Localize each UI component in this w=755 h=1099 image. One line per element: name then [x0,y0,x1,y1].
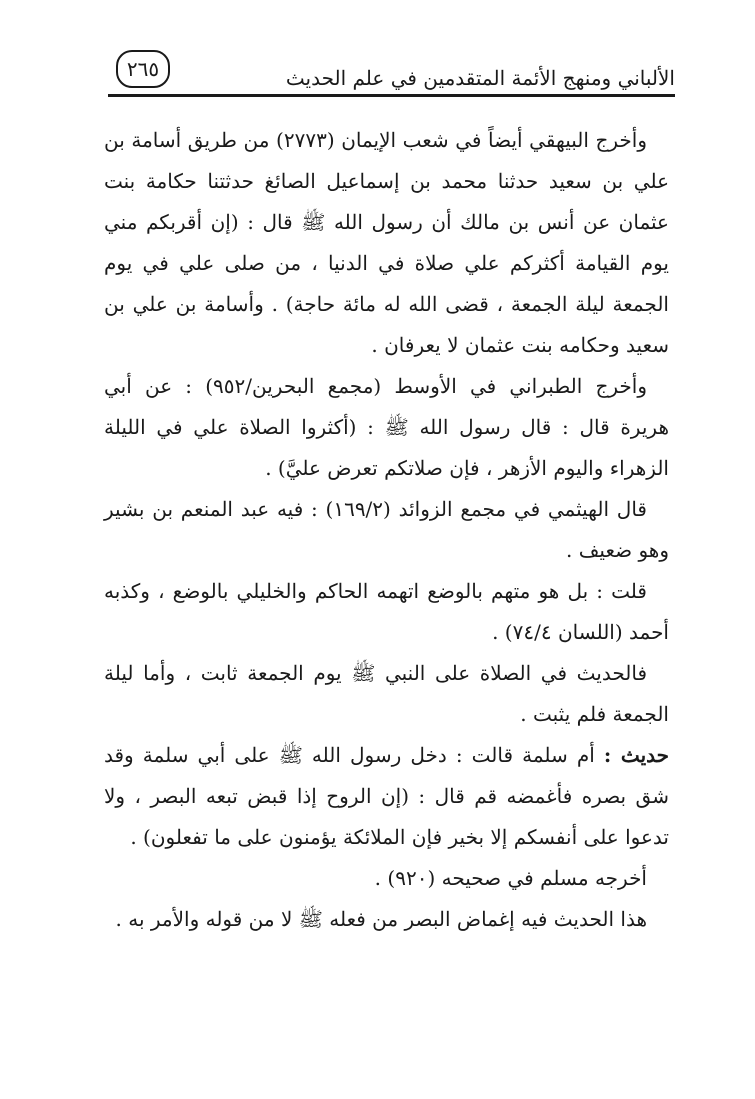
paragraph-commentary [104,899,669,940]
running-title: الألباني ومنهج الأئمة المتقدمين في علم الحديث [285,66,675,90]
paragraph-text: وأخرج الطبراني في الأوسط (مجمع البحرين/٩٥٢) : عن أبي هريرة قال : قال رسول الله ﷺ : (أكثروا الصلاة علي في الليلة الزهراء واليوم الأزهر ، فإن صلاتكم تعرض عليَّ) . [104,374,669,480]
paragraph-conclusion [104,653,669,735]
page-content [104,120,669,940]
paragraph-text: أخرجه مسلم في صحيحه (٩٢٠) . [374,866,647,890]
paragraph-haythami [104,489,669,571]
paragraph-text: هذا الحديث فيه إغماض البصر من فعله ﷺ لا من قوله والأمر به . [115,907,647,931]
paragraph-text: فالحديث في الصلاة على النبي ﷺ يوم الجمعة ثابت ، وأما ليلة الجمعة فلم يثبت . [104,661,669,726]
paragraph-tabarani [104,366,669,489]
page-number: ٢٦٥ [116,50,170,88]
header-rule [108,94,675,97]
paragraph-bayhaqi [104,120,669,366]
paragraph-author-note [104,571,669,653]
page-header [108,44,675,94]
paragraph-muslim-source [104,858,669,899]
paragraph-text: أم سلمة قالت : دخل رسول الله ﷺ على أبي سلمة وقد شق بصره فأغمضه قم قال : (إن الروح إذا قبض تبعه البصر ، ولا تدعوا على أنفسكم إلا بخير فإن الملائكة يؤمنون على ما تفعلون) . [104,743,669,849]
paragraph-text: قلت : بل هو متهم بالوضع اتهمه الحاكم والخليلي بالوضع ، وكذبه أحمد (اللسان ٧٤/٤) . [104,579,669,644]
hadith-label: حديث : [603,743,670,767]
paragraph-text: قال الهيثمي في مجمع الزوائد (١٦٩/٢) : فيه عبد المنعم بن بشير وهو ضعيف . [104,497,669,562]
paragraph-text: وأخرج البيهقي أيضاً في شعب الإيمان (٢٧٧٣) من طريق أسامة بن علي بن سعيد حدثنا محمد بن إسماعيل الصائغ حدثتنا حكامة بنت عثمان عن أنس بن مالك أن رسول الله ﷺ قال : (إن أقربكم مني يوم القيامة أكثركم علي صلاة في الدنيا ، من صلى علي في يوم الجمعة لیلة الجمعة ، قضى الله له مائة حاجة) . وأسامة بن علي بن سعيد وحكامه بنت عثمان لا يعرفان . [104,128,669,357]
paragraph-hadith-umm-salama [104,735,669,858]
